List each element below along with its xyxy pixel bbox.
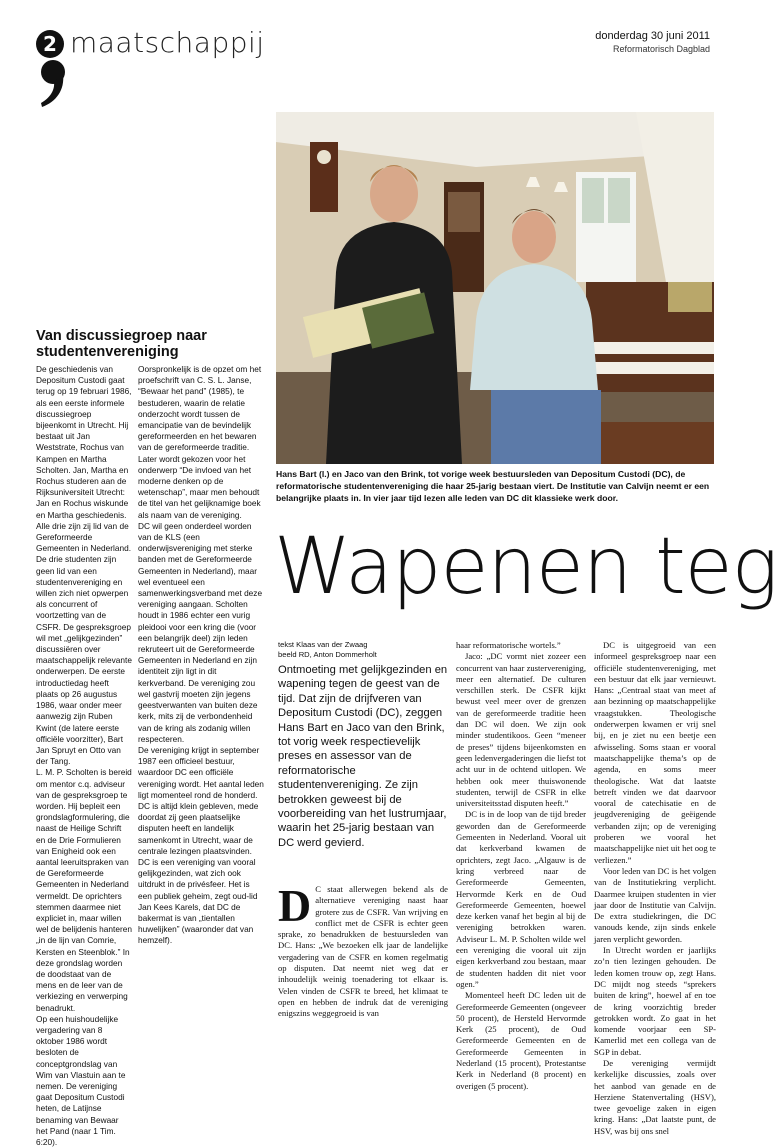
article-lead-text: C staat allerwegen bekend als de alternatieve vereniging naast haar grotere zus de CSFR. Van wrijving en conflict met de CSFR is echter geen sprake, zo benadrukken de bestuursleden van DC. Hans: „We bezoeken elk jaar de landelijke vergadering van de CSFR en komen regelmatig op disputen. Dat neemt niet weg dat er inhoudelijk weinig toenadering tot elkaar is. Velen vinden de CSFR te breed, het klimaat te open en hebben de indruk dat de vereniging enigszins weggegroeid is van	[278, 884, 448, 1019]
sidebar-paragraph: DC wil geen onderdeel worden van de KLS (een onderwijsvereniging met sterke banden met de Gereformeerde Gemeenten in Nederland), maar wel eventueel een samenwerkingsverband met deze vereniging aangaan. Scholten houdt in 1986 echter een vurig pleidooi voor een kring die (voor een belangrijk deel) zijn leden rekruteert uit de Gereformeerde Gemeenten in Nederland en zijn identiteit zijn ligt in dit kerkverband. De vereniging zou wel gastvrij moeten zijn jegens geestverwanten van buiten deze kerk, mits zij de verbondenheid van de kring als zodanig willen respecteren.	[138, 520, 263, 744]
article-paragraph: Jaco: „DC vormt niet zozeer een concurrent van haar zustervereniging, meer een alternatief. De culturen verschillen sterk. De CSFR kijkt bewust veel meer over de grenzen van de gereformeerde traditie heen dan DC wil doen. We zijn ook minder studentikoos. Geen “meneer de preses” tijdens bijeenkomsten en geen ledenvergaderingen die liefst tot acht uur in de ochtend uitlopen. We hebben ook meer thuiswonende studenten, terwijl de CSFR in elke universiteitsstad disputen heeft.”	[456, 651, 586, 809]
sidebar-column-1	[36, 364, 132, 1148]
article-paragraph: In Utrecht worden er jaarlijks zo’n tien lezingen gehouden. De leden komen trouw op, zegt Hans. DC mijdt nog steeds “sprekers buiten de kring”, hoewel af en toe de kring voorzichtig breder getrokken wordt. Zo gaat in het komende voorjaar een SP-Kamerlid met een collega van de SGP in debat.	[594, 945, 716, 1057]
page-number: 2	[36, 30, 64, 58]
sidebar-paragraph: De vereniging krijgt in september 1987 een officieel bestuur, waardoor DC een officiële vereniging wordt. Het aantal leden ligt momenteel rond de honderd. DC is altijd klein gebleven, mede doordat zij geen plaatselijke disputen heeft en landelijk samenkomt in Utrecht, waar de centrale lezingen plaatsvinden.	[138, 744, 264, 856]
article-column-1	[278, 880, 448, 1060]
header-paper-name: Reformatorisch Dagblad	[612, 44, 710, 54]
article-column-3	[594, 640, 716, 1136]
byline-text: tekst Klaas van der Zwaag	[278, 640, 368, 649]
article-paragraph: Momenteel heeft DC leden uit de Gereformeerde Gemeenten (ongeveer 50 procent), de Hersteld Hervormde Kerk (25 procent), de Oud Gereformeerde Gemeenten en de Gereformeerde Gemeenten in Nederland (15 procent), Protestantse Kerk in Nederland (8 procent) en overigen (5 procent).	[456, 990, 586, 1091]
sidebar-paragraph: Op een huishoudelijke vergadering van 8 oktober 1986 wordt besloten de conceptgrondslag van Wim van Vlastuin aan te nemen. De vereniging gaat Depositum Custodi heten, de Latijnse benaming van Bewaar het Pand (naar 1 Tim. 6:20).	[36, 1013, 126, 1148]
header-date: donderdag 30 juni 2011	[595, 30, 710, 42]
drop-cap: D	[278, 880, 312, 931]
article-intro: Ontmoeting met gelijkgezinden en wapening tegen de geest van de tijd. Dat zijn de drijfveren van Depositum Custodi (DC), zeggen Hans Bart en Jaco van den Brink, tot vorig week respectievelijk preses en assessor van de reformatorische studentenvereniging. Ze zijn betrokken geweest bij de voorbereiding van het lustrumjaar, waarin het 25-jarig bestaan van DC werd gevierd.	[278, 664, 448, 849]
article-paragraph: De vereniging vermijdt kerkelijke discussies, zoals over het aanbod van genade en de Herziene Statenvertaling (HSV), twee gevoelige zaken in eigen kring. Hans: „Dat laatste punt, de HSV, was bij ons snel	[594, 1057, 716, 1136]
article-paragraph: haar reformatorische wortels.”	[456, 640, 561, 650]
byline-photo: beeld RD, Anton Dommerholt	[278, 650, 377, 659]
article-photo	[276, 112, 714, 464]
section-title: maatschappij	[70, 26, 265, 59]
sidebar-paragraph: Oorspronkelijk is de opzet om het proefschrift van C. S. L. Janse, “Bewaar het pand” (1985), te bestuderen, waarin de relatie onderzocht wordt tussen de emancipatie van de bevindelijk gereformeerden en het bewaren van de gereformeerde traditie. Later wordt gekozen voor het onderwerp “De invloed van het moderne denken op de wetenschap”, maar men behoudt de titel van het gelijknamige boek als naam van de vereniging.	[138, 364, 262, 520]
article-paragraph: Voor leden van DC is het volgen van de Institutiekring verplicht. Daarmee kruipen studenten in vier jaar door de Institutie van Calvijn. De extra studiekringen, die DC vanouds kende, zijn sinds enkele jaren verplicht geworden.	[594, 865, 716, 944]
comma-logo-icon	[36, 58, 70, 108]
sidebar-paragraph: L. M. P. Scholten is bereid om mentor c.q. adviseur van de gespreksgroep te worden. Hij bepleit een grondslagformulering, die naast de Heilige Schrift en de Drie Formulieren van Enigheid ook een aantal leeruitspraken van de Gereformeerde Gemeenten in Nederland vermeldt. De oprichters stemmen daarmee niet expliciet in, maar willen wel de belijdenis hanteren „in de lijn van Comrie, Kersten en Steenblok.” In deze grondslag worden de doodstaat van de mens en de leer van de verkiezing en verwerping benadrukt.	[36, 767, 132, 1013]
article-paragraph: DC is uitgegroeid van een informeel gespreksgroep naar een officiële studentenvereniging, met een bestuur dat elk jaar vernieuwt. Hans: „Centraal staat van meet af aan bezinning op maatschappelijke vraagstukken. Theologische onderwerpen kwamen er vrij snel bij, en je ziet nu een beetje een afwisseling. Soms staan er vooral maatschappelijke thema’s op de agenda, en soms meer theologische. Wat dat laatste betreft vinden we dat daarvoor vooral de catechisatie en de jeugdvereniging de geëigende verbanden zijn; op de vereniging proberen we vooral het maatschappelijke niet uit het oog te verliezen.”	[594, 640, 716, 865]
article-headline: Wapenen teg	[274, 522, 777, 612]
sidebar-paragraph: De drie studenten zijn geen lid van een studentenvereniging en willen zich niet opwerpen als concurrent of voortzetting van de CSFR. De gespreksgroep wil met „gelijkgezinden” discussiëren over maatschappelijk relevante onderwerpen. De eerste introductiedag heeft plaats op 26 augustus 1986, waar onder meer aanwezig zijn Ruben Kwint (de latere eerste officiële voorzitter), Bart Jan Spruyt en Otto van der Tang.	[36, 554, 132, 767]
article-column-2	[456, 640, 586, 1091]
photo-caption: Hans Bart (l.) en Jaco van den Brink, tot vorige week bestuursleden van Depositum Custodi (DC), de reformatorische studentenvereniging die haar 25-jarig bestaan viert. De Institutie van Calvijn neemt er een belangrijke plaats in. In vier jaar tijd lezen alle leden van DC dit klassieke werk door.	[276, 469, 710, 503]
sidebar-paragraph: De geschiedenis van Depositum Custodi gaat terug op 19 februari 1986, als een eerste informele discussiegroep bijeenkomt in Utrecht. Hij bestaat uit Jan Weststrate, Rochus van Kampen en Martha Scholten. Jan, Martha en Rochus studeren aan de Rijksuniversiteit Utrecht: Jan en Rochus wiskunde en Martha geschiedenis. Alle drie zijn zij lid van de Gereformeerde Gemeenten in Nederland.	[36, 364, 132, 554]
byline	[278, 640, 448, 660]
sidebar-title: Van discussiegroep naar studentenvereniging	[36, 328, 207, 360]
sidebar-paragraph: DC is een vereniging van vooral gelijkgezinden, wat zich ook uitdrukt in de privésfeer. Het is een publiek geheim, zegt oud-lid Jan Kees Karels, dat DC de bakermat is van „tientallen huwelijken” (waaronder dat van hemzelf).	[138, 856, 258, 946]
article-paragraph: DC is in de loop van de tijd breder geworden dan de Gereformeerde Gemeenten in Nederland. Vooral uit dat kerkverband kwamen de oprichters, zegt Jaco. „Algauw is de kring verbreed naar de Gereformeerde Gemeenten, Hervormde Kerk en de Oud Gereformeerde Gemeenten, hoewel deze kerken vanaf het begin al bij de vereniging betrokken waren. Adviseur L. M. P. Scholten wilde wel een vereniging die vooral uit zijn eigen kerkverband zou bestaan, maar de studenten hadden dit niet voor ogen.”	[456, 809, 586, 989]
sidebar-column-2	[138, 364, 264, 1054]
